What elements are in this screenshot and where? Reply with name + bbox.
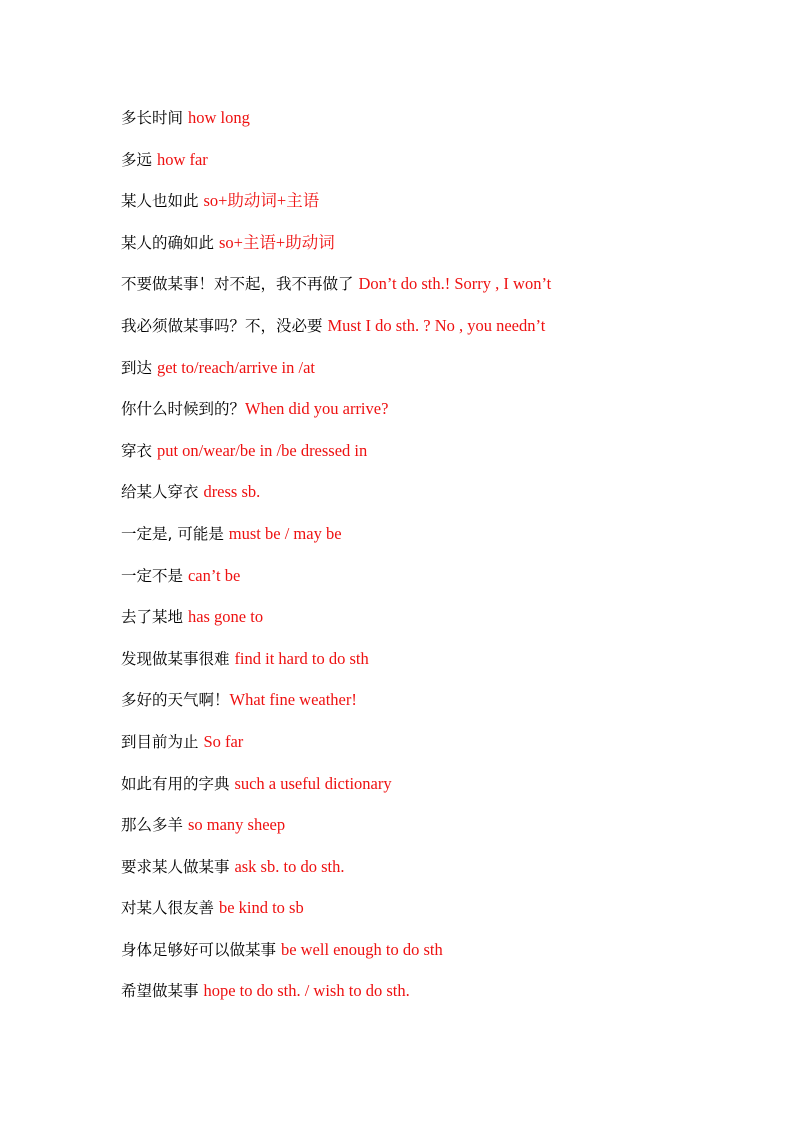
english-phrase: can’t be	[187, 565, 241, 585]
phrase-line	[121, 559, 761, 601]
english-phrase: so many sheep	[187, 815, 286, 835]
english-phrase: has gone to	[187, 607, 264, 627]
english-phrase: get to/reach/arrive in /at	[156, 357, 315, 377]
chinese-phrase: 不要做某事！对不起，我不再做了	[121, 275, 359, 294]
chinese-phrase: 穿衣	[121, 441, 157, 460]
phrase-line	[121, 767, 761, 809]
phrase-line	[121, 683, 761, 725]
english-phrase: be kind to sb	[218, 898, 304, 918]
english-phrase: such a useful dictionary	[234, 773, 392, 793]
english-phrase: how far	[156, 149, 208, 169]
chinese-phrase: 你什么时候到的？	[121, 400, 246, 419]
english-phrase: dress sb.	[203, 482, 261, 502]
english-phrase: put on/wear/be in /be dressed in	[156, 440, 368, 460]
english-phrase: find it hard to do sth	[234, 648, 369, 668]
chinese-phrase: 去了某地	[121, 608, 188, 627]
phrase-line	[121, 351, 761, 393]
chinese-phrase: 某人也如此	[121, 192, 204, 211]
phrase-line	[121, 600, 761, 642]
chinese-phrase: 如此有用的字典	[121, 774, 235, 793]
english-phrase: so+主语+助动词	[218, 232, 335, 252]
phrase-line	[121, 850, 761, 892]
phrase-line	[121, 101, 761, 143]
phrase-line	[121, 309, 761, 351]
english-phrase: So far	[203, 731, 244, 751]
chinese-phrase: 我必须做某事吗？不，没必要	[121, 316, 328, 335]
chinese-phrase: 对某人很友善	[121, 899, 219, 918]
phrase-line	[121, 475, 761, 517]
phrase-line	[121, 434, 761, 476]
chinese-phrase: 多好的天气啊！	[121, 691, 230, 710]
phrase-line	[121, 933, 761, 975]
english-phrase: Don’t do sth.! Sorry , I won’t	[358, 274, 552, 294]
phrase-line	[121, 226, 761, 268]
english-phrase: must be / may be	[228, 523, 342, 543]
english-phrase: When did you arrive?	[245, 399, 389, 419]
chinese-phrase: 一定不是	[121, 566, 188, 585]
phrase-line	[121, 517, 761, 559]
phrase-line	[121, 808, 761, 850]
phrase-line	[121, 725, 761, 767]
english-phrase: What fine weather!	[229, 690, 357, 710]
chinese-phrase: 到目前为止	[121, 732, 204, 751]
chinese-phrase: 到达	[121, 358, 157, 377]
english-phrase: how long	[187, 108, 250, 127]
english-phrase: ask sb. to do sth.	[234, 856, 345, 876]
chinese-phrase: 某人的确如此	[121, 233, 219, 252]
english-phrase: Must I do sth. ? No , you needn’t	[327, 315, 546, 335]
chinese-phrase: 希望做某事	[121, 982, 204, 1001]
phrase-line	[121, 392, 761, 434]
english-phrase: be well enough to do sth	[280, 939, 443, 959]
chinese-phrase: 发现做某事很难	[121, 649, 235, 668]
chinese-phrase: 一定是, 可能是	[121, 524, 229, 543]
phrase-list	[121, 101, 761, 1016]
chinese-phrase: 给某人穿衣	[121, 483, 204, 502]
chinese-phrase: 要求某人做某事	[121, 857, 235, 876]
phrase-line	[121, 974, 761, 1016]
english-phrase: so+助动词+主语	[203, 191, 320, 211]
chinese-phrase: 身体足够好可以做某事	[121, 940, 281, 959]
chinese-phrase: 多长时间	[121, 109, 188, 127]
phrase-line	[121, 267, 761, 309]
english-phrase: hope to do sth. / wish to do sth.	[203, 981, 410, 1001]
phrase-line	[121, 642, 761, 684]
chinese-phrase: 那么多羊	[121, 816, 188, 835]
phrase-line	[121, 143, 761, 185]
phrase-line	[121, 891, 761, 933]
chinese-phrase: 多远	[121, 150, 157, 169]
phrase-line	[121, 184, 761, 226]
